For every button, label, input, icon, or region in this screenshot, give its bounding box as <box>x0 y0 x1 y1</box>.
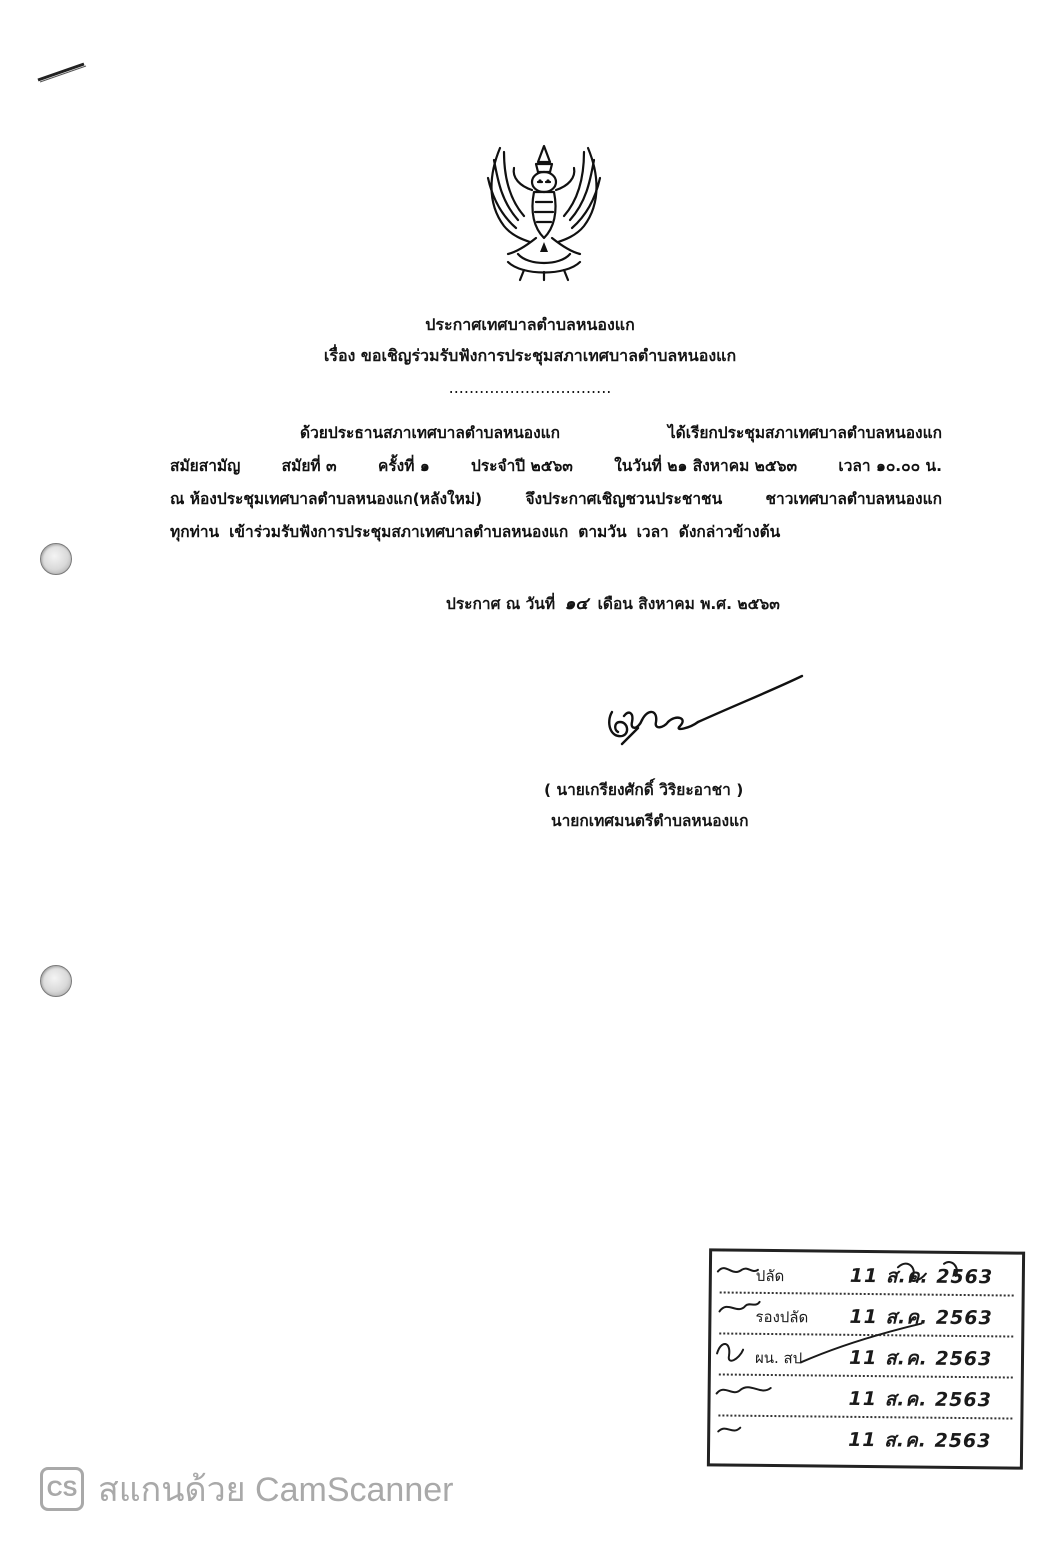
body-text: ชาวเทศบาลตำบลหนองแก <box>765 490 942 508</box>
signature-mark <box>598 668 808 748</box>
binder-hole-bottom <box>40 965 72 997</box>
body-paragraph <box>170 417 942 549</box>
body-line-3 <box>170 483 942 516</box>
body-text: ด้วยประธานสภาเทศบาลตำบลหนองแก <box>300 424 561 442</box>
stamp-row-label: ปลัด <box>755 1266 785 1286</box>
stamp-row-date: 11 ส.ค. 2563 <box>848 1428 992 1453</box>
stamp-row-label: รองปลัด <box>755 1307 809 1327</box>
body-text: ณ ห้องประชุมเทศบาลตำบลหนองแก(หลังใหม่) <box>170 490 483 508</box>
camscanner-watermark <box>40 1462 453 1516</box>
document-subject: เรื่อง ขอเชิญร่วมรับฟังการประชุมสภาเทศบาลตำบลหนองแก <box>323 346 737 365</box>
body-text: ประจำปี ๒๕๖๓ <box>471 457 573 475</box>
stamp-initials-handwriting <box>710 1251 1016 1460</box>
title-separator: ................................ <box>448 378 612 397</box>
signatory-name: ( นายเกรียงศักดิ์ วิริยะอาชา ) <box>544 781 744 799</box>
body-text: สมัยที่ ๓ <box>281 457 337 475</box>
announce-day-handwritten: ๑๔ <box>564 594 589 614</box>
body-text: สมัยสามัญ <box>170 457 241 475</box>
stamp-row-date: 11 ส.ค. 2563 <box>849 1264 994 1289</box>
scan-mark <box>36 60 88 84</box>
signatory-position: นายกเทศมนตรีตำบลหนองแก <box>551 812 749 830</box>
stamp-row-date: 11 ส.ค. 2563 <box>848 1346 993 1371</box>
stamp-row-date: 11 ส.ค. 2563 <box>848 1387 992 1412</box>
body-text: ได้เรียกประชุมสภาเทศบาลตำบลหนองแก <box>667 424 942 442</box>
camscanner-text: สแกนด้วย CamScanner <box>98 1471 454 1509</box>
garuda-emblem-icon <box>478 142 610 282</box>
body-text: ตามวัน <box>578 523 627 541</box>
announce-prefix: ประกาศ ณ วันที่ <box>446 595 556 613</box>
camscanner-logo-icon: CS <box>40 1467 84 1511</box>
stamp-row-date: 11 ส.ค. 2563 <box>849 1305 993 1330</box>
body-text: เวลา ๑๐.๐๐ น. <box>838 457 942 475</box>
body-text: ดังกล่าวข้างต้น <box>678 523 781 541</box>
body-line-2 <box>170 450 942 483</box>
binder-hole-top <box>40 543 72 575</box>
body-text: เข้าร่วมรับฟังการประชุมสภาเทศบาลตำบลหนองแก <box>229 523 569 541</box>
receipt-stamp <box>707 1248 1025 1469</box>
document-title: ประกาศเทศบาลตำบลหนองแก <box>425 315 635 334</box>
body-line-4 <box>170 516 942 549</box>
body-text: ในวันที่ ๒๑ สิงหาคม ๒๕๖๓ <box>614 457 798 475</box>
body-text: ทุกท่าน <box>170 523 220 541</box>
body-text: เวลา <box>636 523 669 541</box>
announcement-date <box>446 590 780 617</box>
body-text: ครั้งที่ ๑ <box>377 457 430 475</box>
stamp-row-label: ผน. สป <box>754 1348 803 1368</box>
announce-month: เดือน สิงหาคม พ.ศ. ๒๕๖๓ <box>597 595 780 613</box>
body-text: จึงประกาศเชิญชวนประชาชน <box>525 490 723 508</box>
body-line-1 <box>170 417 942 450</box>
